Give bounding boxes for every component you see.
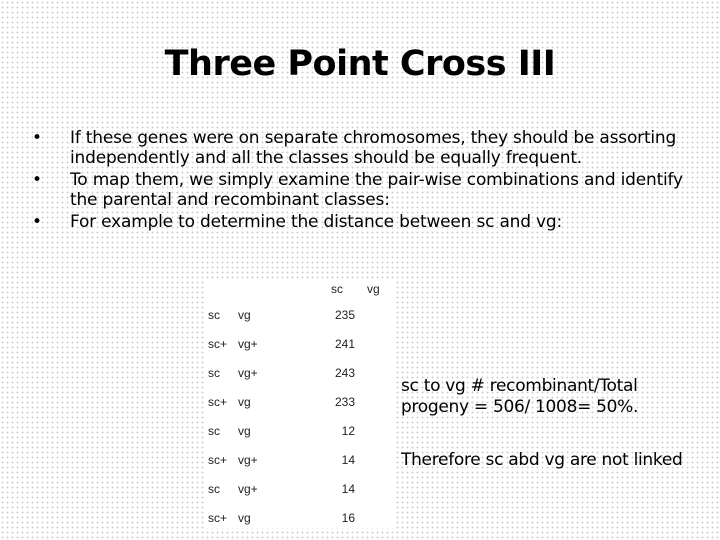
table-row	[205, 511, 396, 531]
bullet-item	[28, 170, 708, 210]
bullet-marker: •	[32, 170, 42, 190]
table-cell-vg: vg+	[238, 337, 258, 351]
bullet-item	[28, 128, 708, 168]
table-cell-vg: vg+	[238, 482, 258, 496]
conclusion-text: Therefore sc abd vg are not linked	[401, 450, 683, 470]
calculation-line-2: progeny = 506/ 1008= 50%.	[401, 397, 639, 417]
table-cell-count: 233	[334, 395, 355, 409]
table-row	[205, 482, 396, 502]
table-cell-count: 14	[341, 482, 355, 496]
bullet-text: For example to determine the distance between sc and vg:	[70, 212, 563, 232]
table-row	[205, 308, 396, 328]
table-header-vg: vg	[367, 282, 380, 296]
table-cell-vg: vg+	[238, 366, 258, 380]
progeny-table	[205, 279, 396, 528]
table-cell-vg: vg+	[238, 453, 258, 467]
bullet-list	[28, 128, 708, 234]
table-cell-sc: sc	[208, 366, 220, 380]
table-row	[205, 337, 396, 357]
table-cell-count: 241	[334, 337, 355, 351]
table-cell-vg: vg	[238, 395, 251, 409]
table-cell-count: 243	[334, 366, 355, 380]
table-cell-sc: sc	[208, 308, 220, 322]
table-cell-vg: vg	[238, 511, 251, 525]
table-cell-vg: vg	[238, 308, 251, 322]
table-row	[205, 453, 396, 473]
bullet-marker: •	[32, 212, 42, 232]
table-row	[205, 424, 396, 444]
bullet-marker: •	[32, 128, 42, 148]
table-cell-sc: sc+	[208, 337, 228, 351]
table-cell-sc: sc	[208, 424, 220, 438]
table-cell-count: 16	[341, 511, 355, 525]
bullet-text: To map them, we simply examine the pair-wise combinations and identify the parental and recombinant classes:	[70, 170, 683, 210]
table-row	[205, 395, 396, 415]
bullet-text: If these genes were on separate chromosomes, they should be assorting independently and all the classes should be equally frequent.	[70, 128, 677, 168]
table-cell-sc: sc+	[208, 453, 228, 467]
table-cell-vg: vg	[238, 424, 251, 438]
table-cell-sc: sc	[208, 482, 220, 496]
table-cell-sc: sc+	[208, 511, 228, 525]
bullet-item	[28, 212, 708, 232]
table-cell-sc: sc+	[208, 395, 228, 409]
table-cell-count: 235	[334, 308, 355, 322]
table-header-sc: sc	[331, 282, 343, 296]
slide-title: Three Point Cross III	[164, 44, 556, 84]
table-row	[205, 366, 396, 386]
table-cell-count: 14	[341, 453, 355, 467]
calculation-line-1: sc to vg # recombinant/Total	[401, 376, 638, 396]
table-cell-count: 12	[341, 424, 355, 438]
